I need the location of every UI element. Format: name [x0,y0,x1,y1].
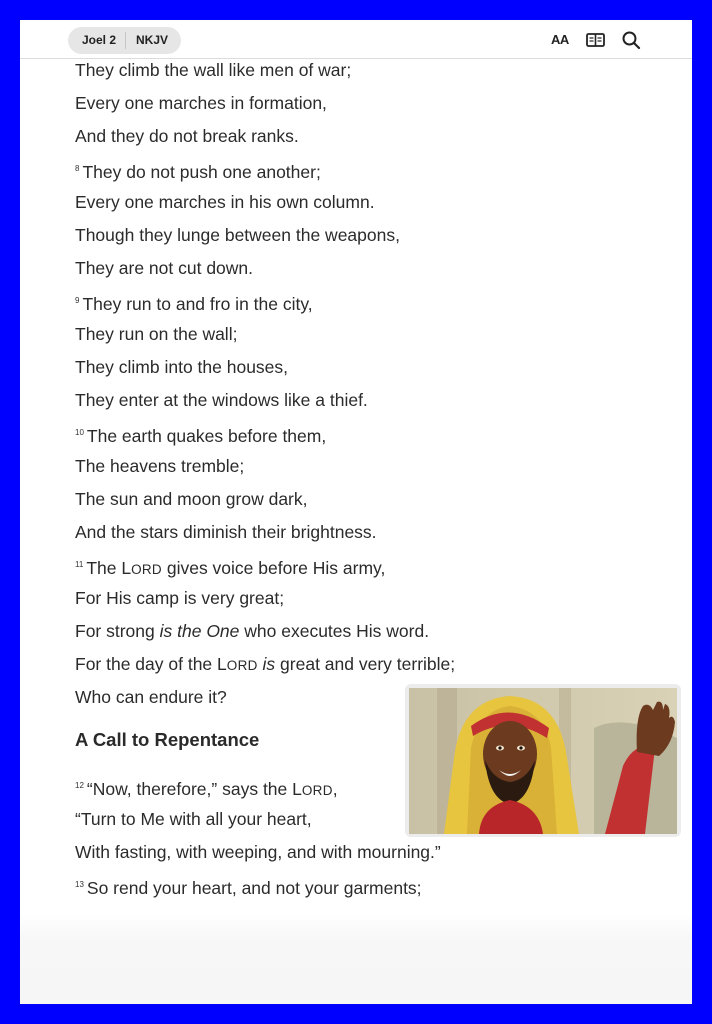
verse-text: With fasting, with weeping, and with mourning.” [75,842,441,862]
verse-text: is [262,654,276,674]
verse-text: The heavens tremble; [75,456,245,476]
verse-text: The sun and moon grow dark, [75,489,308,509]
verse-text: , [332,779,338,799]
verse-line[interactable] [75,618,675,651]
verse-line[interactable] [75,486,675,519]
verse-line[interactable] [75,255,675,288]
verse-text: LORD [292,779,333,799]
verse-line[interactable] [75,420,675,453]
verse-text: For strong [75,621,160,641]
book-icon[interactable] [586,30,605,50]
verse-text: “Turn to Me with all your heart, [75,809,312,829]
verse-text: who executes His word. [239,621,430,641]
search-icon[interactable] [621,30,641,50]
verse-text: Though they lunge between the weapons, [75,225,400,245]
verse-text: They run on the wall; [75,324,238,344]
verse-line[interactable] [75,222,675,255]
verse-line[interactable] [75,57,675,90]
verse-text: And they do not break ranks. [75,126,299,146]
verse-line[interactable] [75,123,675,156]
verse-number: 11 [75,560,84,569]
verse-text: gives voice before His army, [161,558,386,578]
verse-line[interactable] [75,90,675,123]
verse-line[interactable] [75,387,675,420]
bottom-blank-area [20,913,692,1004]
verse-text: The earth quakes before them, [86,426,327,446]
verse-text: LORD [217,654,258,674]
verse-line[interactable] [75,354,675,387]
reference-pill[interactable] [68,27,181,54]
verse-line[interactable] [75,585,675,618]
verse-number: 10 [75,428,84,437]
verse-text: Every one marches in formation, [75,93,327,113]
text-size-icon[interactable]: AA [551,32,569,47]
verse-line[interactable] [75,651,675,684]
book-chapter-button[interactable]: Joel 2 [82,33,117,47]
top-toolbar [20,20,692,59]
prophet-illustration[interactable] [405,684,681,837]
verse-line[interactable] [75,453,675,486]
verse-text: They enter at the windows like a thief. [75,390,368,410]
reader-screen [20,20,692,1004]
verse-text: LORD [121,558,162,578]
verse-line[interactable] [75,519,675,552]
verse-text: great and very terrible; [275,654,456,674]
verse-text: They climb into the houses, [75,357,289,377]
verse-line[interactable] [75,872,675,905]
verse-line[interactable] [75,552,675,585]
verse-block-a [75,57,675,717]
verse-number: 8 [75,164,80,173]
verse-text: They do not push one another; [82,162,321,182]
verse-text: So rend your heart, and not your garments; [86,878,422,898]
verse-line[interactable] [75,189,675,222]
verse-text: They climb the wall like men of war; [75,60,352,80]
verse-text: For His camp is very great; [75,588,285,608]
verse-text: Who can endure it? [75,687,227,707]
version-button[interactable]: NKJV [136,33,169,47]
verse-number: 12 [75,781,84,790]
verse-text: “Now, therefore,” says the [86,779,293,799]
pill-divider [125,32,126,49]
verse-line[interactable] [75,321,675,354]
verse-text: They are not cut down. [75,258,254,278]
verse-text: is the One [159,621,240,641]
verse-number: 9 [75,296,80,305]
verse-text: They run to and fro in the city, [82,294,313,314]
verse-text: The [86,558,122,578]
verse-line[interactable] [75,288,675,321]
verse-text: Every one marches in his own column. [75,192,375,212]
verse-number: 13 [75,880,84,889]
verse-text: For the day of the [75,654,218,674]
verse-line[interactable] [75,839,675,872]
verse-text: And the stars diminish their brightness. [75,522,377,542]
section-heading: A Call to Repentance [75,729,260,750]
verse-line[interactable] [75,156,675,189]
